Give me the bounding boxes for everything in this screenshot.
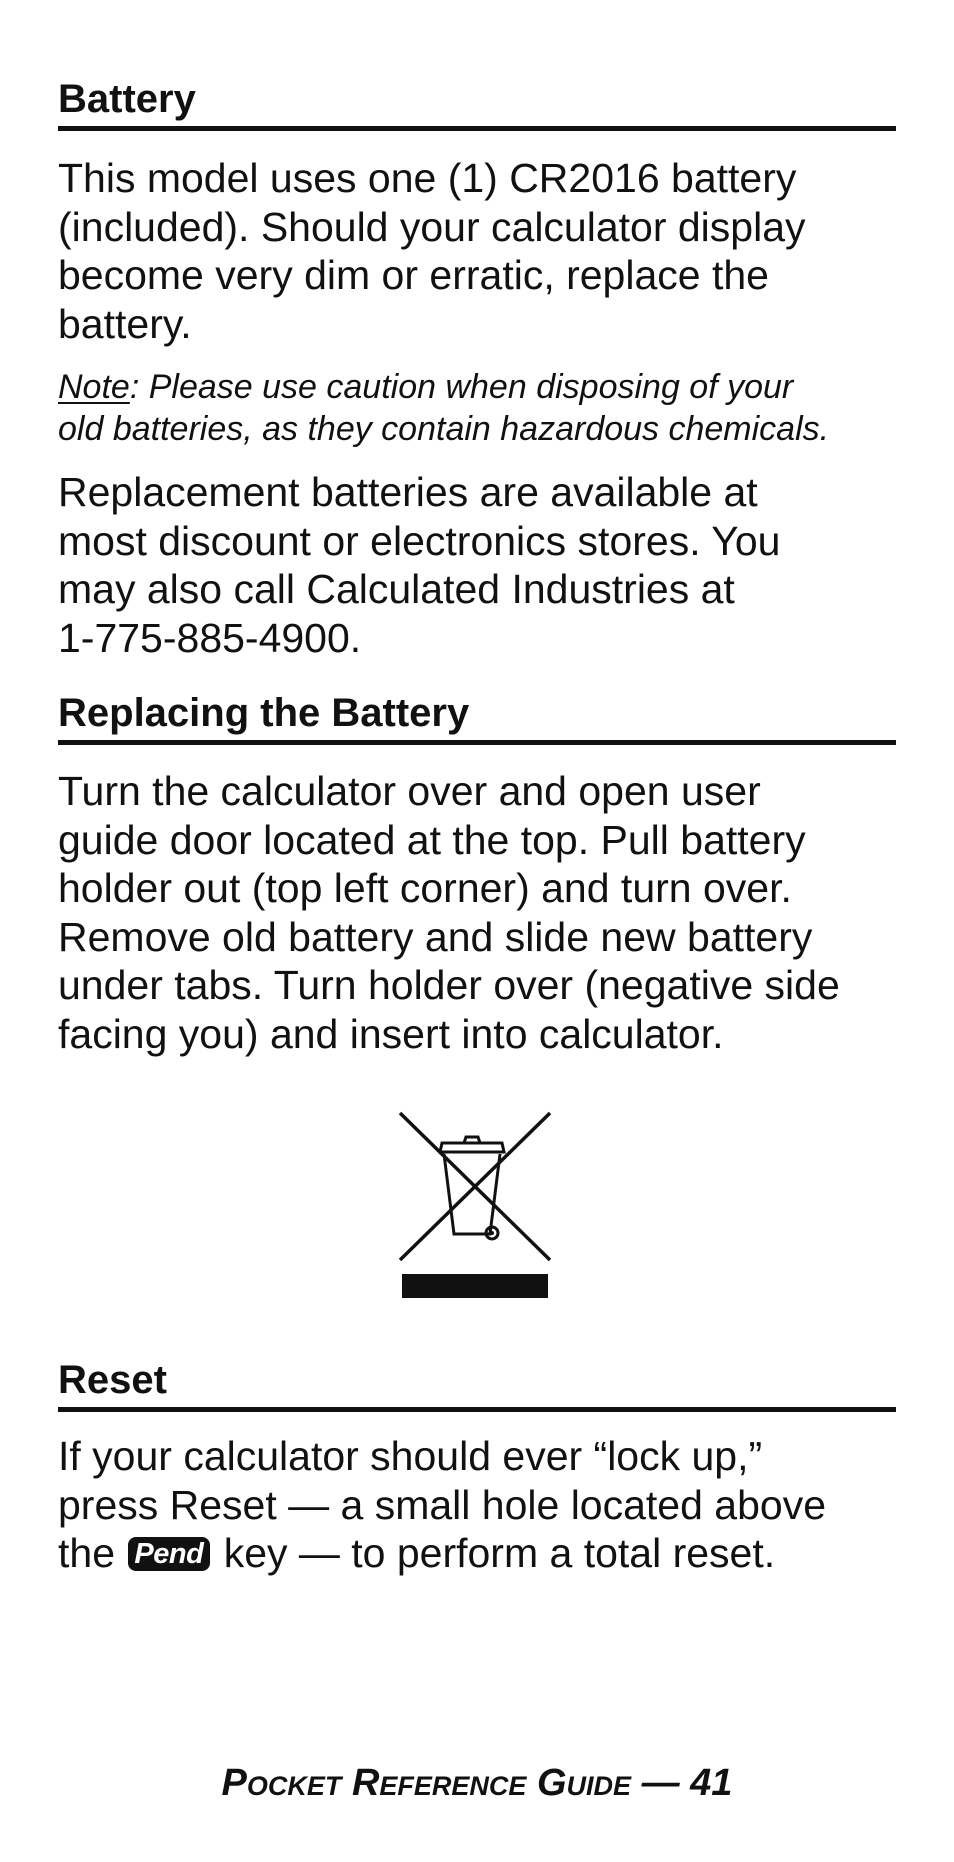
- page-number: 41: [690, 1762, 733, 1804]
- replacing-line: holder out (top left corner) and turn over.: [58, 865, 792, 911]
- battery-line: This model uses one (1) CR2016 battery: [58, 155, 797, 201]
- crossed-out-wheelie-bin-icon: [398, 1110, 552, 1298]
- pend-key-icon: Pend: [128, 1537, 210, 1571]
- replacing-line: guide door located at the top. Pull battery: [58, 816, 806, 863]
- guide-title: Pocket Reference Guide —: [221, 1762, 680, 1804]
- reset-heading: Reset: [58, 1357, 896, 1412]
- reset-text: the: [58, 1530, 127, 1576]
- page-footer: [0, 1762, 954, 1805]
- note-line: old batteries, as they contain hazardous chemicals.: [58, 410, 830, 448]
- disposal-note: [58, 366, 829, 450]
- replacement-line: Replacement batteries are available at: [58, 469, 758, 515]
- replacement-paragraph: [58, 468, 780, 662]
- replacing-line: Turn the calculator over and open user: [58, 768, 761, 814]
- note-label: Note: [58, 368, 130, 406]
- reset-line: press Reset — a small hole located above: [58, 1481, 827, 1528]
- note-line: [58, 366, 829, 408]
- battery-heading: Battery: [58, 76, 896, 131]
- battery-line: battery.: [58, 300, 192, 347]
- replacing-line: Remove old battery and slide new battery: [58, 913, 813, 960]
- replacing-line: facing you) and insert into calculator.: [58, 1010, 724, 1057]
- replacing-line: under tabs. Turn holder over (negative side: [58, 962, 840, 1008]
- replacement-line: most discount or electronics stores. You: [58, 517, 781, 564]
- replacing-paragraph: [58, 767, 840, 1058]
- reset-paragraph: [58, 1432, 826, 1578]
- battery-paragraph: [58, 154, 806, 348]
- reset-text: key — to perform a total reset.: [212, 1530, 776, 1576]
- battery-line: become very dim or erratic, replace the: [58, 252, 769, 298]
- reset-line: If your calculator should ever “lock up,”: [58, 1433, 763, 1479]
- replacing-battery-heading: Replacing the Battery: [58, 690, 896, 745]
- phone-number: 1-775-885-4900.: [58, 614, 362, 661]
- reset-line: [58, 1529, 826, 1578]
- note-text: : Please use caution when disposing of your: [129, 368, 794, 406]
- battery-line: (included). Should your calculator display: [58, 203, 806, 250]
- replacement-line: may also call Calculated Industries at: [58, 566, 735, 612]
